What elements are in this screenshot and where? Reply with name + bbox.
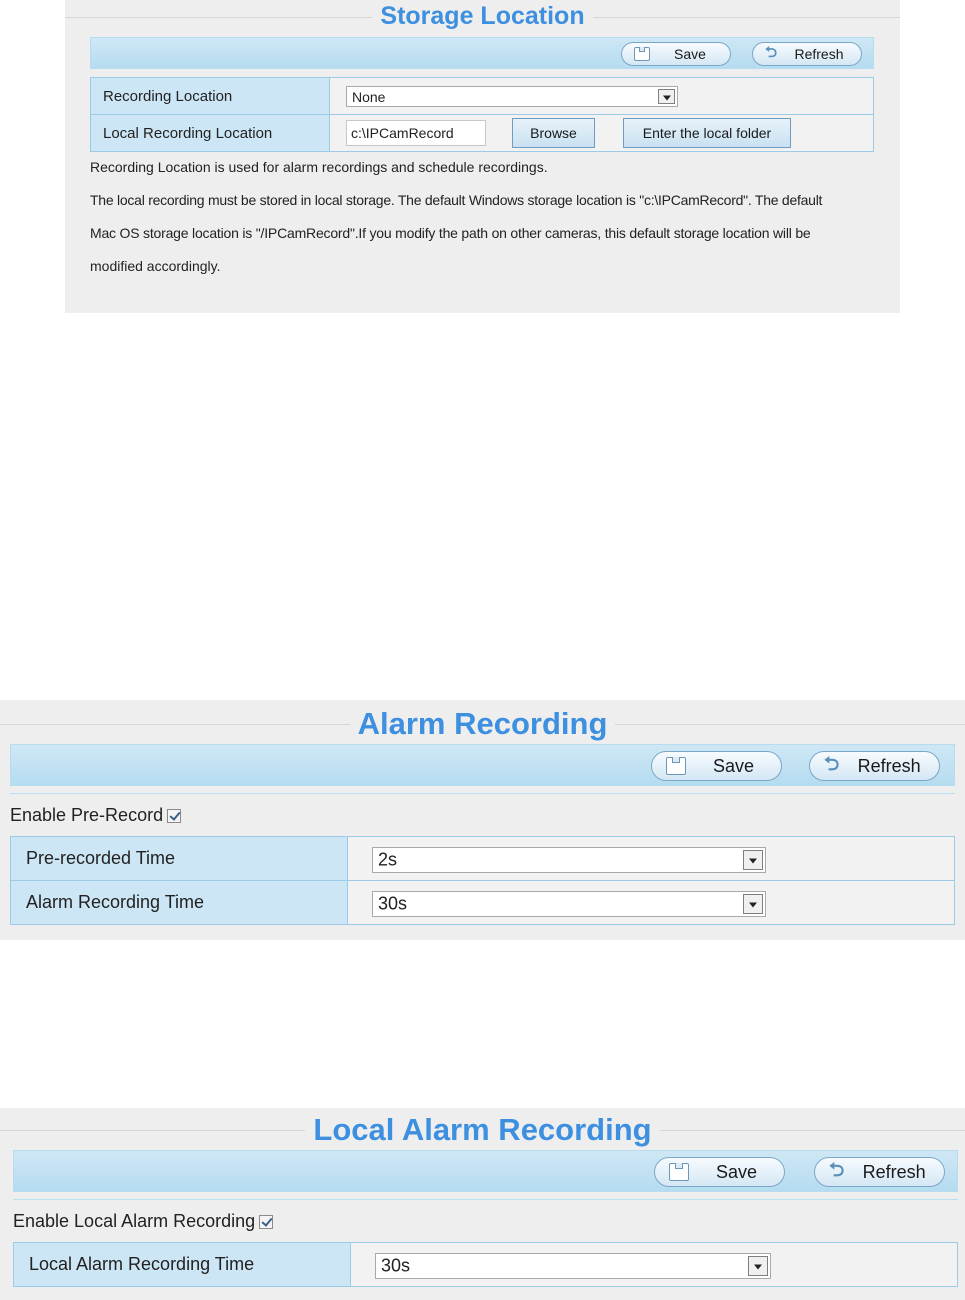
local-alarm-toolbar-divider bbox=[13, 1199, 958, 1200]
local-alarm-save-button[interactable]: Save bbox=[654, 1157, 785, 1187]
alarm-toolbar bbox=[10, 744, 955, 786]
local-alarm-recording-time-row bbox=[14, 1243, 958, 1287]
refresh-icon: ⮌ bbox=[824, 754, 840, 775]
chevron-down-icon bbox=[658, 89, 675, 104]
local-recording-location-row bbox=[91, 115, 874, 152]
local-path-input[interactable]: c:\IPCamRecord bbox=[346, 120, 486, 146]
local-alarm-recording-time-cell bbox=[351, 1243, 958, 1287]
local-alarm-recording-time-select[interactable]: 30s bbox=[375, 1253, 771, 1279]
local-alarm-refresh-button[interactable]: ⮌ Refresh bbox=[814, 1157, 945, 1187]
pre-recorded-time-cell bbox=[348, 837, 955, 881]
pre-recorded-time-row bbox=[11, 837, 955, 881]
enable-pre-record[interactable]: Enable Pre-Record bbox=[10, 805, 181, 826]
alarm-recording-time-row bbox=[11, 881, 955, 925]
save-icon bbox=[666, 757, 686, 775]
alarm-recording-time-label: Alarm Recording Time bbox=[11, 881, 348, 925]
local-alarm-form bbox=[13, 1242, 958, 1287]
alarm-recording-time-select[interactable]: 30s bbox=[372, 891, 766, 917]
storage-save-button[interactable]: Save bbox=[621, 42, 731, 66]
save-icon bbox=[634, 47, 650, 61]
refresh-icon: ⮌ bbox=[765, 43, 778, 61]
local-alarm-recording-time-label: Local Alarm Recording Time bbox=[14, 1243, 351, 1287]
enable-local-alarm-recording-checkbox[interactable] bbox=[259, 1215, 273, 1229]
save-icon bbox=[669, 1163, 689, 1181]
alarm-toolbar-divider bbox=[10, 793, 955, 794]
chevron-down-icon bbox=[743, 894, 763, 914]
recording-location-select[interactable]: None bbox=[346, 86, 678, 107]
local-recording-location-label: Local Recording Location bbox=[91, 115, 330, 152]
storage-note-2: The local recording must be stored in local storage. The default Windows storage location is "c:\IPCamRecord". The default bbox=[90, 192, 823, 208]
alarm-title: Alarm Recording bbox=[0, 706, 965, 742]
local-recording-location-cell bbox=[330, 115, 874, 152]
storage-note-1: Recording Location is used for alarm recordings and schedule recordings. bbox=[90, 159, 548, 175]
local-alarm-recording-panel bbox=[0, 1108, 965, 1300]
enable-pre-record-checkbox[interactable] bbox=[167, 809, 181, 823]
chevron-down-icon bbox=[743, 850, 763, 870]
refresh-icon: ⮌ bbox=[829, 1160, 845, 1181]
alarm-recording-panel bbox=[0, 700, 965, 940]
pre-recorded-time-select[interactable]: 2s bbox=[372, 847, 766, 873]
local-alarm-title: Local Alarm Recording bbox=[0, 1112, 965, 1148]
storage-location-panel bbox=[65, 0, 900, 313]
storage-toolbar bbox=[90, 37, 874, 69]
storage-note-3: Mac OS storage location is "/IPCamRecord".If you modify the path on other cameras, this default storage location will be bbox=[90, 225, 811, 241]
alarm-form bbox=[10, 836, 955, 925]
recording-location-row bbox=[91, 78, 874, 115]
storage-title: Storage Location bbox=[65, 2, 900, 31]
alarm-save-button[interactable]: Save bbox=[651, 751, 782, 781]
pre-recorded-time-label: Pre-recorded Time bbox=[11, 837, 348, 881]
browse-button[interactable]: Browse bbox=[512, 118, 595, 148]
enter-local-folder-button[interactable]: Enter the local folder bbox=[623, 118, 791, 148]
storage-note-4: modified accordingly. bbox=[90, 258, 221, 274]
recording-location-label: Recording Location bbox=[91, 78, 330, 115]
alarm-recording-time-cell bbox=[348, 881, 955, 925]
alarm-refresh-button[interactable]: ⮌ Refresh bbox=[809, 751, 940, 781]
storage-refresh-button[interactable]: ⮌ Refresh bbox=[752, 42, 862, 66]
recording-location-cell bbox=[330, 78, 874, 115]
storage-form bbox=[90, 77, 874, 152]
local-alarm-toolbar bbox=[13, 1150, 958, 1192]
enable-local-alarm-recording[interactable]: Enable Local Alarm Recording bbox=[13, 1211, 273, 1232]
chevron-down-icon bbox=[748, 1256, 768, 1276]
